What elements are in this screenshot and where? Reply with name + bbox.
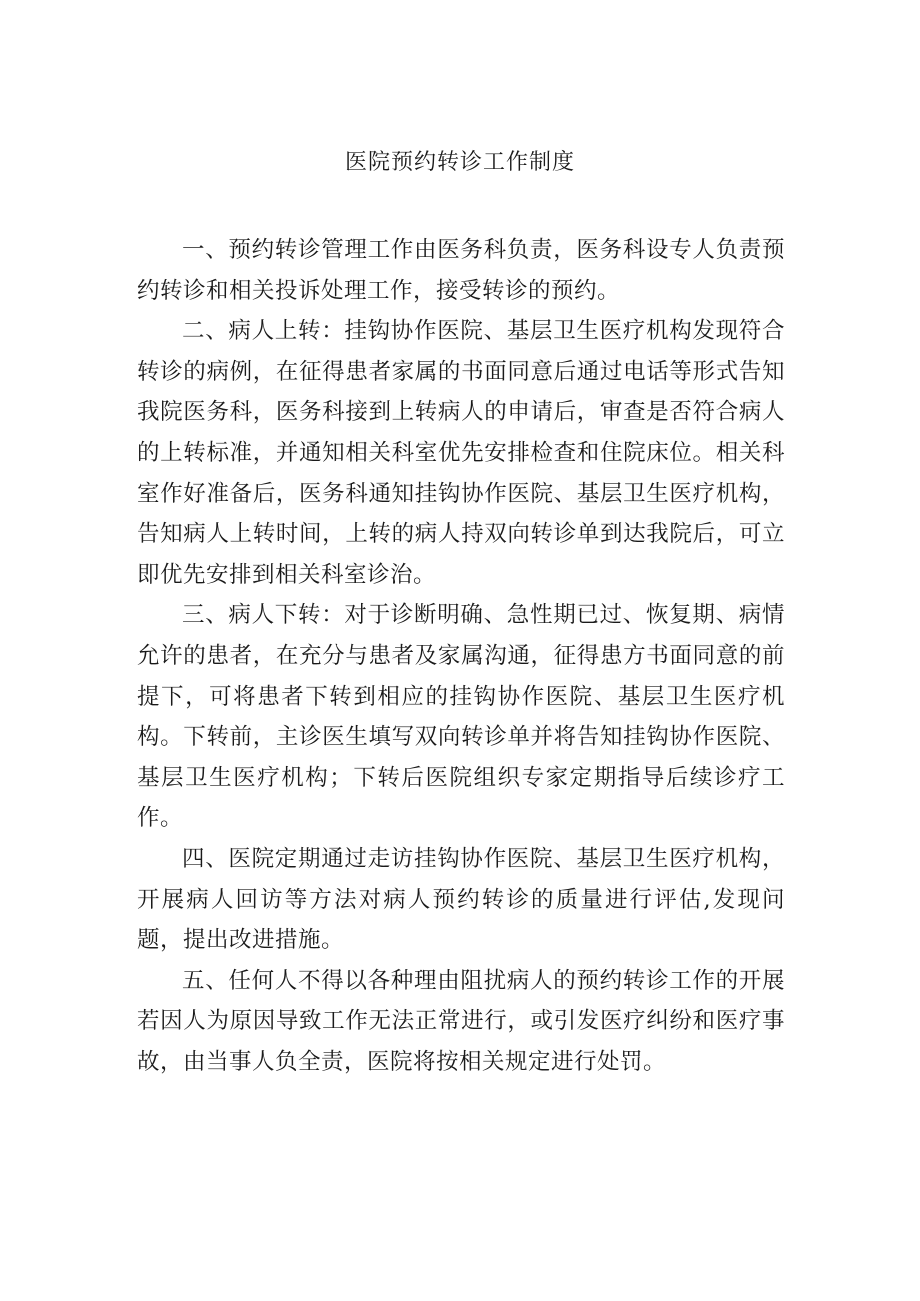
paragraph-3: 三、病人下转：对于诊断明确、急性期已过、恢复期、病情允许的患者，在充分与患者及家属沟通，征得患方书面同意的前提下，可将患者下转到相应的挂钩协作医院、基层卫生医疗机构。下转前，主诊医生填写双向转诊单并将告知挂钩协作医院、基层卫生医疗机构；下转后医院组织专家定期指导后续诊疗工作。 bbox=[137, 602, 785, 832]
paragraph-2: 二、病人上转：挂钩协作医院、基层卫生医疗机构发现符合转诊的病例，在征得患者家属的书面同意后通过电话等形式告知我院医务科，医务科接到上转病人的申请后，审查是否符合病人的上转标准，并通知相关科室优先安排检查和住院床位。相关科室作好准备后，医务科通知挂钩协作医院、基层卫生医疗机构，告知病人上转时间，上转的病人持双向转诊单到达我院后，可立即优先安排到相关科室诊治。 bbox=[137, 318, 785, 588]
document-body bbox=[137, 230, 785, 1082]
paragraph-4: 四、医院定期通过走访挂钩协作医院、基层卫生医疗机构，开展病人回访等方法对病人预约转诊的质量进行评估,发现问题，提出改进措施。 bbox=[137, 845, 785, 954]
paragraph-1: 一、预约转诊管理工作由医务科负责，医务科设专人负责预约转诊和相关投诉处理工作，接受转诊的预约。 bbox=[137, 237, 785, 304]
paragraph-5: 五、任何人不得以各种理由阻扰病人的预约转诊工作的开展若因人为原因导致工作无法正常进行，或引发医疗纠纷和医疗事故，由当事人负全责，医院将按相关规定进行处罚。 bbox=[137, 967, 785, 1075]
document-title: 医院预约转诊工作制度 bbox=[344, 150, 575, 175]
